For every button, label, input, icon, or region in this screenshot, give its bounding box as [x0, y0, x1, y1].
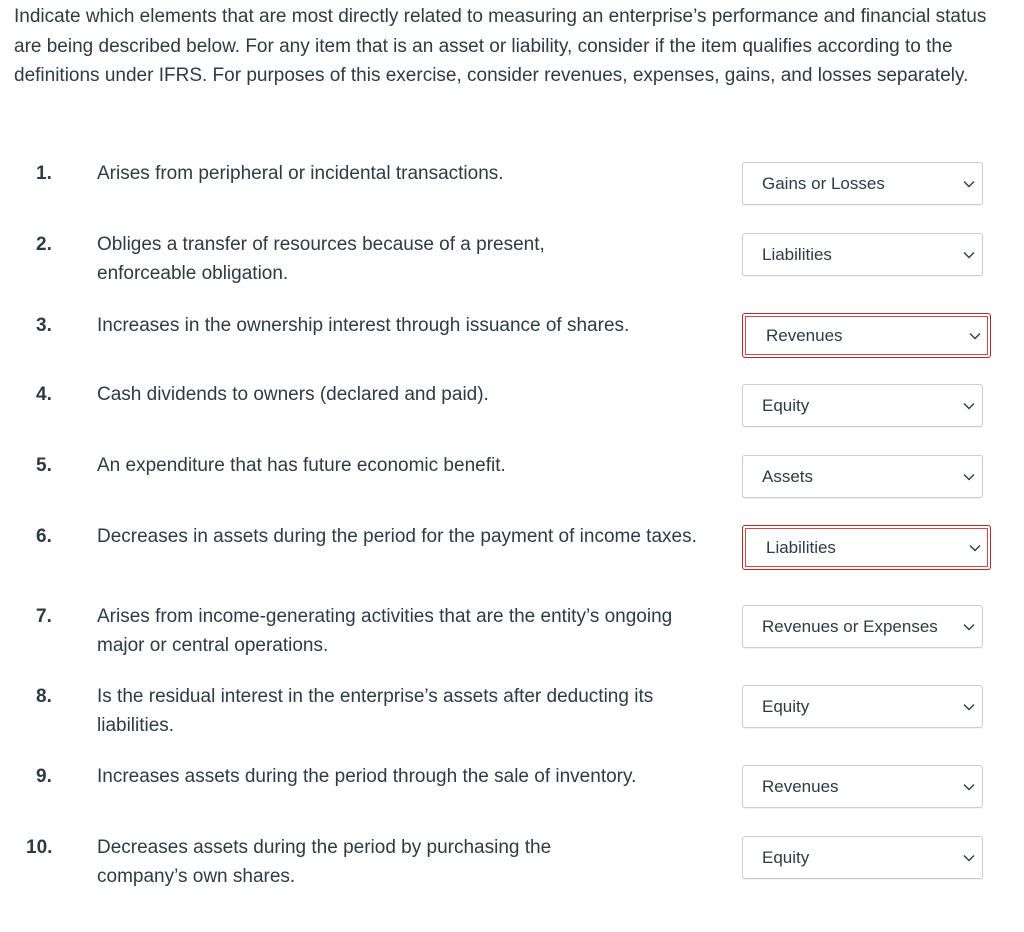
chevron-down-icon	[962, 399, 976, 413]
question-number: 2.	[36, 234, 52, 255]
answer-dropdown-2[interactable]	[742, 233, 983, 276]
selected-value: Equity	[762, 697, 810, 716]
answer-dropdown-6[interactable]	[742, 525, 991, 570]
chevron-down-icon	[962, 620, 976, 634]
question-text: Increases in the ownership interest through issuance of shares.	[97, 315, 630, 336]
chevron-down-icon	[962, 177, 976, 191]
chevron-down-icon	[962, 248, 976, 262]
chevron-down-icon	[962, 851, 976, 865]
selected-value: Equity	[762, 396, 810, 415]
selected-value: Revenues	[766, 326, 843, 345]
instructions-text: Indicate which elements that are most directly related to measuring an enterprise’s performance and financial status are being described below. For any item that is an asset or liability, consider if the item qualifies according to the definitions under IFRS. For purposes of this exercise, consider revenues, expenses, gains, and losses separately.	[14, 6, 987, 86]
answer-dropdown-8[interactable]	[742, 685, 983, 728]
question-text: Decreases assets during the period by purchasing the company’s own shares.	[97, 837, 552, 887]
question-text: Obliges a transfer of resources because of a present, enforceable obligation.	[97, 234, 545, 284]
answer-dropdown-3[interactable]	[742, 313, 991, 358]
answer-dropdown-1[interactable]	[742, 162, 983, 205]
selected-value: Revenues	[762, 777, 839, 796]
question-number: 6.	[36, 526, 52, 547]
selected-value: Equity	[762, 848, 810, 867]
question-text: Arises from peripheral or incidental transactions.	[97, 163, 504, 184]
chevron-down-icon	[962, 700, 976, 714]
selected-value: Revenues or Expenses	[762, 617, 938, 636]
answer-dropdown-5[interactable]	[742, 455, 983, 498]
question-text: Is the residual interest in the enterprise’s assets after deducting its liabilities.	[97, 686, 654, 736]
chevron-down-icon	[968, 541, 982, 555]
question-number: 8.	[36, 686, 52, 707]
chevron-down-icon	[962, 470, 976, 484]
answer-dropdown-9[interactable]	[742, 765, 983, 808]
answer-dropdown-7[interactable]	[742, 605, 983, 648]
question-number: 9.	[36, 766, 52, 787]
chevron-down-icon	[968, 329, 982, 343]
question-number: 1.	[36, 163, 52, 184]
selected-value: Liabilities	[766, 538, 836, 557]
question-number: 7.	[36, 606, 52, 627]
question-text: Decreases in assets during the period for the payment of income taxes.	[97, 526, 697, 547]
question-number: 4.	[36, 384, 52, 405]
selected-value: Liabilities	[762, 245, 832, 264]
selected-value: Assets	[762, 467, 814, 486]
question-number: 3.	[36, 315, 52, 336]
chevron-down-icon	[962, 780, 976, 794]
question-number: 5.	[36, 455, 52, 476]
question-text: An expenditure that has future economic benefit.	[97, 455, 506, 476]
answer-dropdown-4[interactable]	[742, 384, 983, 427]
question-text: Increases assets during the period through the sale of inventory.	[97, 766, 637, 787]
selected-value: Gains or Losses	[762, 174, 885, 193]
question-number: 10.	[26, 837, 53, 858]
answer-dropdown-10[interactable]	[742, 836, 983, 879]
question-text: Arises from income-generating activities that are the entity’s ongoing major or central operations.	[97, 606, 673, 656]
question-text: Cash dividends to owners (declared and paid).	[97, 384, 489, 405]
